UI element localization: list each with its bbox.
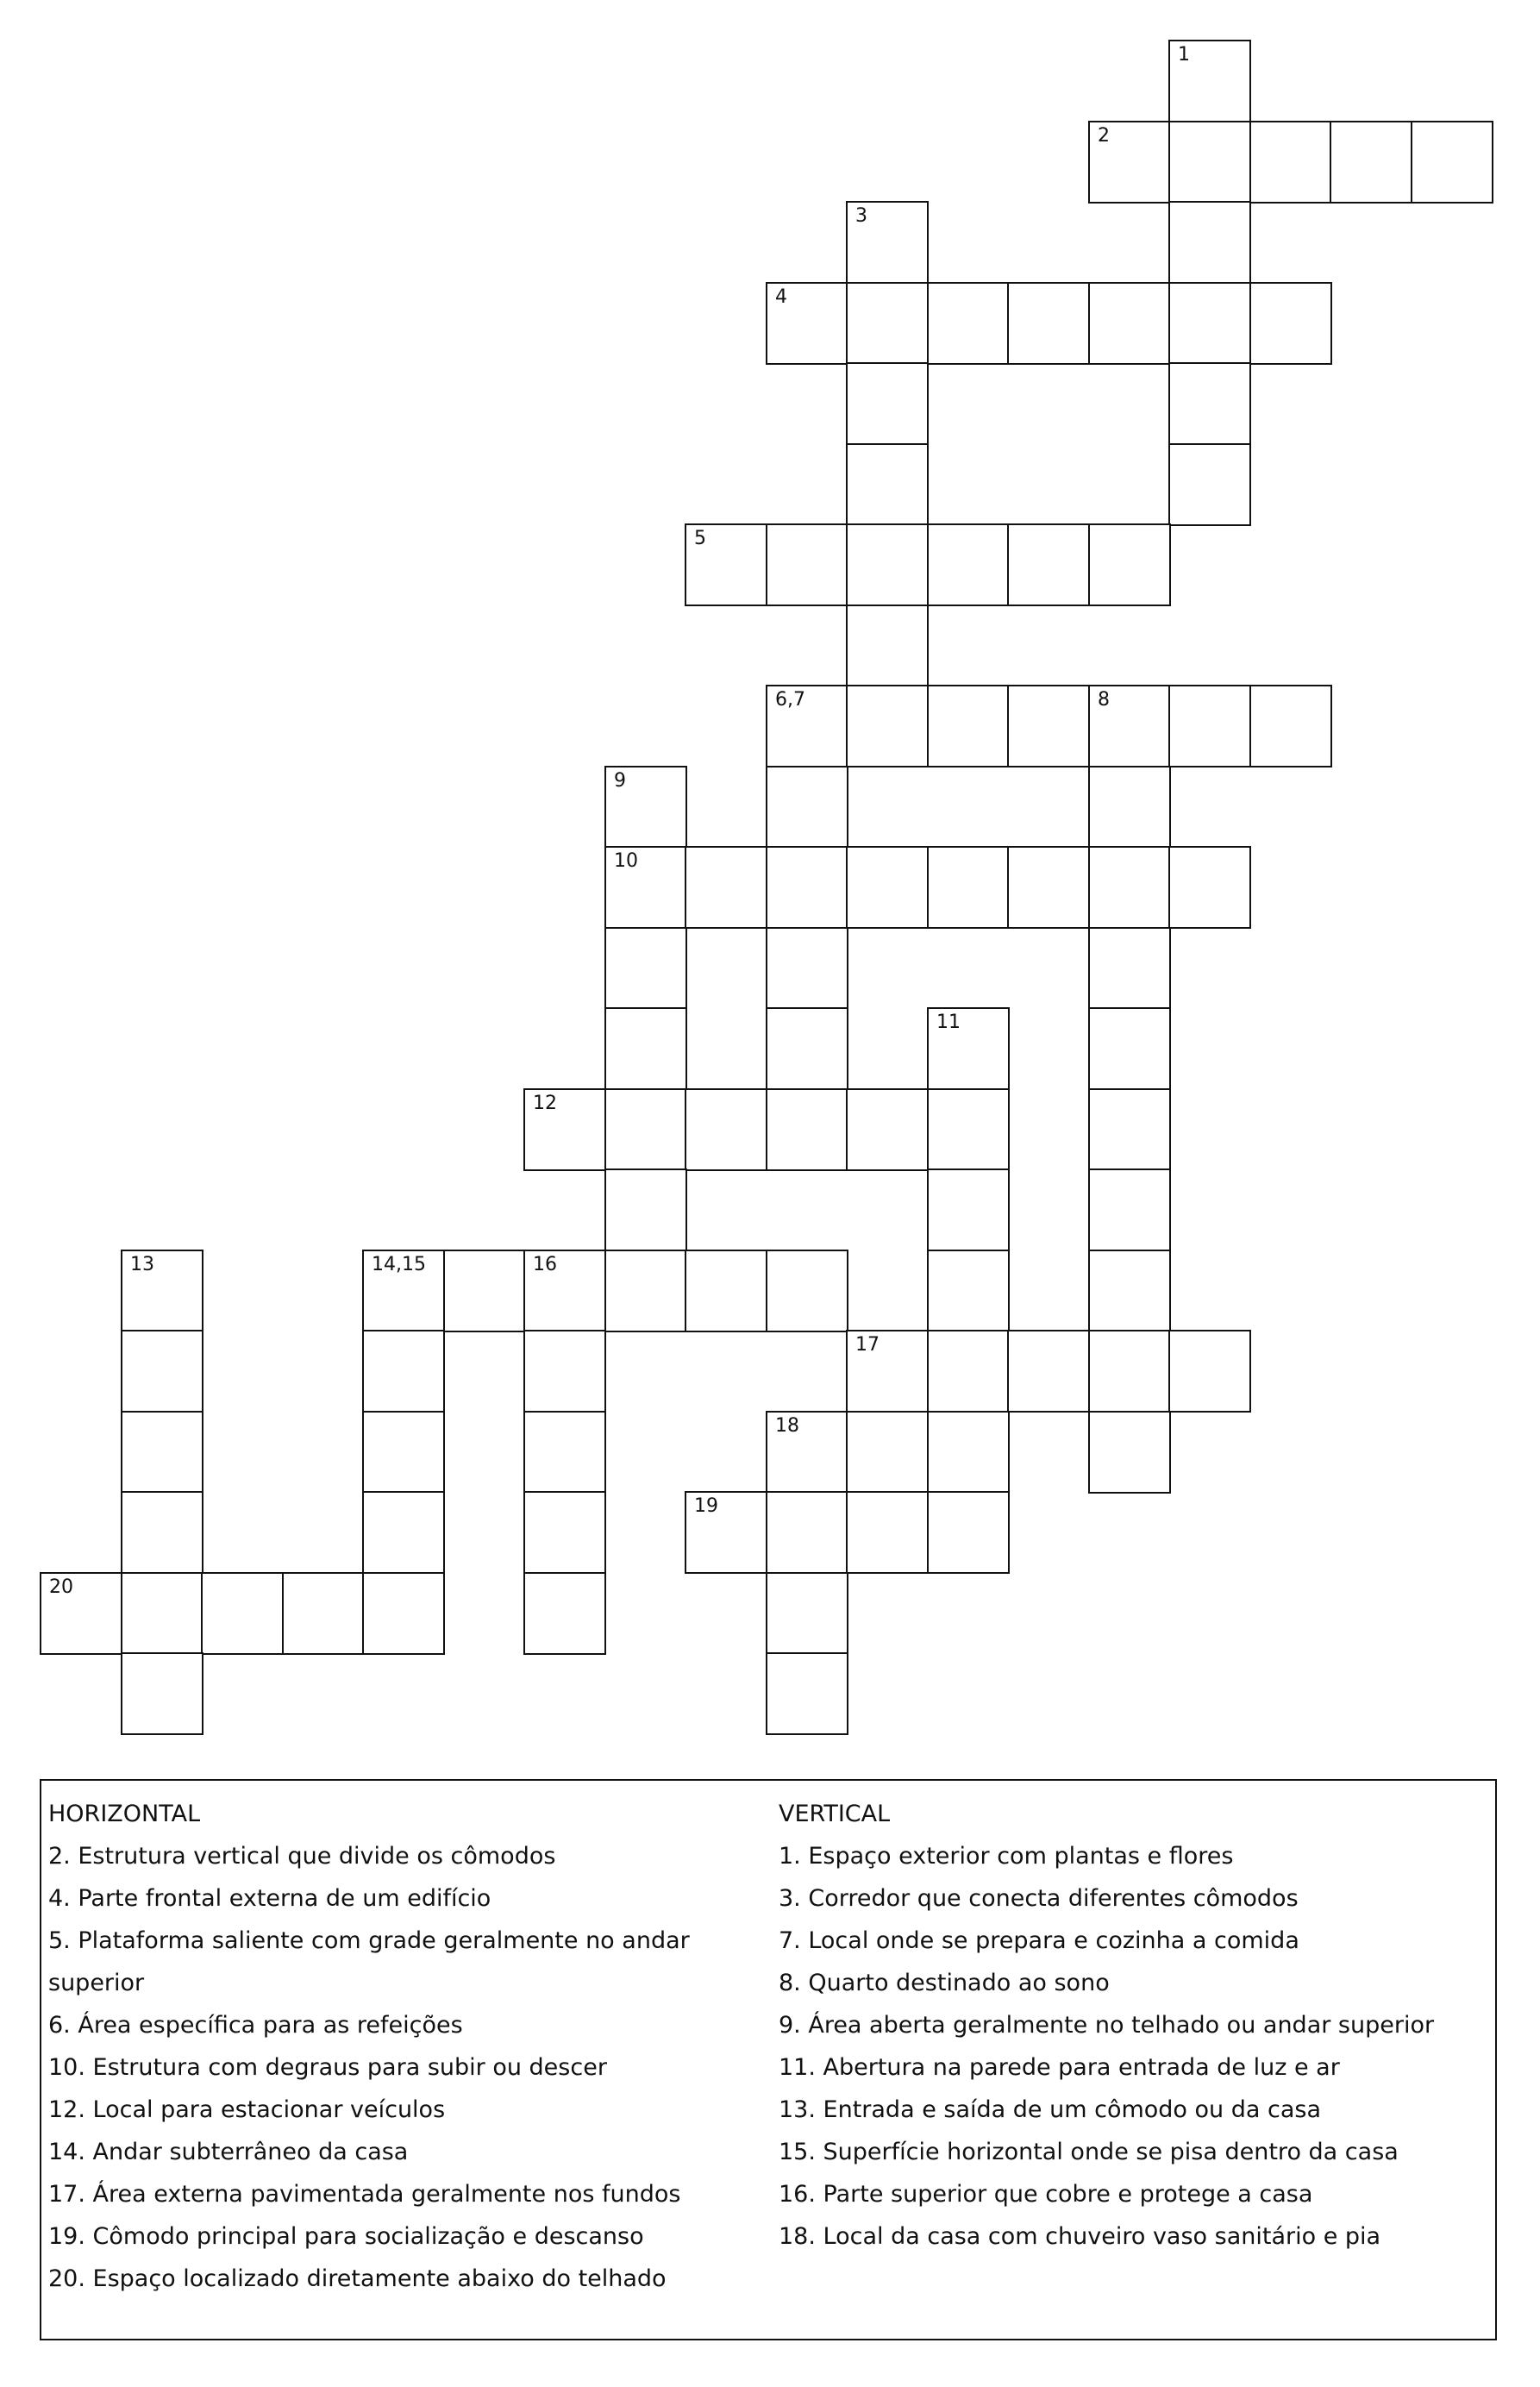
clue-v-16: 16. Parte superior que cobre e protege a casa [779, 2181, 1313, 2208]
clue-h-2: 2. Estrutura vertical que divide os cômodos [48, 1843, 556, 1870]
crossword-cell-19[interactable] [685, 1491, 767, 1574]
clue-h-14: 14. Andar subterrâneo da casa [48, 2139, 409, 2165]
crossword-cell[interactable] [927, 1088, 1010, 1171]
crossword-cell[interactable] [604, 1168, 687, 1251]
crossword-cell[interactable] [604, 1250, 687, 1332]
crossword-cell[interactable] [1411, 121, 1493, 204]
crossword-cell[interactable] [927, 1250, 1010, 1332]
clue-v-15: 15. Superfície horizontal onde se pisa dentro da casa [779, 2139, 1399, 2165]
clue-h-4: 4. Parte frontal externa de um edifício [48, 1885, 491, 1912]
crossword-cell[interactable] [766, 1491, 848, 1574]
horizontal-clues [48, 1793, 764, 2300]
crossword-cell[interactable] [604, 1088, 687, 1171]
crossword-cell[interactable] [362, 1330, 445, 1413]
crossword-cell[interactable] [846, 846, 929, 929]
crossword-cell[interactable] [927, 1411, 1010, 1494]
crossword-cell[interactable] [846, 1411, 929, 1494]
crossword-cell[interactable] [1088, 1007, 1171, 1090]
vertical-clues [779, 1793, 1486, 2258]
clue-h-19: 19. Cômodo principal para socialização e descanso [48, 2223, 644, 2250]
clue-number: 20 [49, 1576, 73, 1598]
clue-number: 5 [694, 528, 706, 549]
clue-number: 4 [775, 286, 787, 308]
crossword-cell-13[interactable] [121, 1250, 203, 1332]
crossword-cell[interactable] [766, 766, 848, 849]
clue-v-18: 18. Local da casa com chuveiro vaso sanitário e pia [779, 2223, 1381, 2250]
crossword-cell-14-15[interactable] [362, 1250, 445, 1332]
crossword-cell[interactable] [1007, 282, 1090, 365]
clue-number: 3 [855, 205, 867, 227]
crossword-cell[interactable] [1088, 1250, 1171, 1332]
crossword-cell[interactable] [523, 1491, 606, 1574]
crossword-cell[interactable] [1168, 685, 1251, 767]
clue-number: 11 [936, 1012, 961, 1033]
clue-h-6: 6. Área específica para as refeições [48, 2012, 463, 2039]
crossword-cell[interactable] [443, 1250, 526, 1332]
crossword-cell[interactable] [362, 1491, 445, 1574]
crossword-cell[interactable] [604, 927, 687, 1010]
crossword-cell-10[interactable] [604, 846, 687, 929]
crossword-cell[interactable] [927, 846, 1010, 929]
clue-v-7: 7. Local onde se prepara e cozinha a comida [779, 1927, 1299, 1954]
clue-v-1: 1. Espaço exterior com plantas e flores [779, 1843, 1234, 1870]
crossword-cell[interactable] [1249, 685, 1332, 767]
crossword-cell[interactable] [362, 1411, 445, 1494]
crossword-cell-9[interactable] [604, 766, 687, 849]
crossword-cell[interactable] [1249, 121, 1332, 204]
crossword-cell[interactable] [766, 846, 848, 929]
crossword-cell-6-7[interactable] [766, 685, 848, 767]
crossword-cell[interactable] [685, 1088, 767, 1171]
crossword-cell[interactable] [523, 1572, 606, 1655]
crossword-cell[interactable] [1007, 523, 1090, 606]
clue-v-3: 3. Corredor que conecta diferentes cômodos [779, 1885, 1299, 1912]
crossword-cell[interactable] [201, 1572, 284, 1655]
crossword-cell[interactable] [766, 1250, 848, 1332]
crossword-cell[interactable] [1168, 362, 1251, 445]
clue-v-8: 8. Quarto destinado ao sono [779, 1970, 1110, 1996]
crossword-cell[interactable] [121, 1652, 203, 1735]
crossword-cell[interactable] [766, 927, 848, 1010]
crossword-cell-20[interactable] [40, 1572, 122, 1655]
crossword-cell[interactable] [1168, 201, 1251, 284]
crossword-cell[interactable] [1168, 846, 1251, 929]
crossword-cell[interactable] [1007, 1330, 1090, 1413]
crossword-cell-5[interactable] [685, 523, 767, 606]
crossword-cell-4[interactable] [766, 282, 848, 365]
crossword-cell[interactable] [927, 282, 1010, 365]
crossword-cell[interactable] [523, 1330, 606, 1413]
clue-number: 13 [130, 1254, 154, 1275]
crossword-cell[interactable] [1088, 523, 1171, 606]
crossword-cell[interactable] [846, 443, 929, 526]
crossword-cell[interactable] [282, 1572, 365, 1655]
crossword-cell[interactable] [846, 523, 929, 606]
crossword-cell[interactable] [685, 846, 767, 929]
crossword-cell[interactable] [927, 1168, 1010, 1251]
crossword-cell[interactable] [1088, 927, 1171, 1010]
crossword-cell[interactable] [1168, 282, 1251, 365]
crossword-cell-2[interactable] [1088, 121, 1171, 204]
crossword-cell[interactable] [846, 282, 929, 365]
crossword-cell[interactable] [1088, 1330, 1171, 1413]
crossword-cell-12[interactable] [523, 1088, 606, 1171]
crossword-cell-3[interactable] [846, 201, 929, 284]
clue-number: 12 [533, 1093, 557, 1114]
crossword-cell[interactable] [1088, 846, 1171, 929]
crossword-cell[interactable] [846, 1088, 929, 1171]
crossword-cell[interactable] [846, 1491, 929, 1574]
crossword-cell[interactable] [523, 1411, 606, 1494]
crossword-cell-8[interactable] [1088, 685, 1171, 767]
clue-number: 18 [775, 1415, 799, 1437]
crossword-cell[interactable] [1088, 1168, 1171, 1251]
crossword-cell[interactable] [1330, 121, 1412, 204]
clue-number: 8 [1098, 689, 1110, 711]
clue-h-20: 20. Espaço localizado diretamente abaixo do telhado [48, 2265, 667, 2292]
clue-number: 19 [694, 1495, 718, 1517]
crossword-cell[interactable] [766, 1007, 848, 1090]
crossword-cell[interactable] [1088, 1411, 1171, 1494]
crossword-cell[interactable] [1168, 1330, 1251, 1413]
horizontal-heading: HORIZONTAL [48, 1801, 201, 1827]
crossword-cell[interactable] [121, 1491, 203, 1574]
crossword-cell[interactable] [846, 685, 929, 767]
clue-number: 14,15 [372, 1254, 426, 1275]
clue-number: 10 [614, 850, 638, 872]
clue-number: 17 [855, 1334, 880, 1356]
clue-number: 6,7 [775, 689, 805, 711]
crossword-cell[interactable] [362, 1572, 445, 1655]
crossword-cell-16[interactable] [523, 1250, 606, 1332]
clue-number: 16 [533, 1254, 557, 1275]
clue-h-10: 10. Estrutura com degraus para subir ou descer [48, 2054, 607, 2081]
crossword-cell[interactable] [1088, 1088, 1171, 1171]
crossword-cell[interactable] [121, 1411, 203, 1494]
crossword-cell[interactable] [766, 1572, 848, 1655]
clue-number: 1 [1178, 44, 1190, 66]
crossword-cell[interactable] [927, 1330, 1010, 1413]
crossword-cell[interactable] [766, 1088, 848, 1171]
crossword-cell[interactable] [846, 605, 929, 687]
clue-v-13: 13. Entrada e saída de um cômodo ou da casa [779, 2096, 1322, 2123]
crossword-cell[interactable] [766, 1652, 848, 1735]
crossword-cell[interactable] [1168, 443, 1251, 526]
crossword-cell[interactable] [1249, 282, 1332, 365]
crossword-cell-11[interactable] [927, 1007, 1010, 1090]
crossword-cell[interactable] [846, 362, 929, 445]
crossword-cell[interactable] [1088, 282, 1171, 365]
crossword-cell[interactable] [1007, 846, 1090, 929]
crossword-cell[interactable] [766, 523, 848, 606]
crossword-cell-18[interactable] [766, 1411, 848, 1494]
clue-h-5: 5. Plataforma saliente com grade geralmente no andar superior [48, 1927, 690, 1996]
clue-h-17: 17. Área externa pavimentada geralmente nos fundos [48, 2181, 681, 2208]
crossword-cell[interactable] [1168, 121, 1251, 204]
clue-h-12: 12. Local para estacionar veículos [48, 2096, 446, 2123]
crossword-cell-17[interactable] [846, 1330, 929, 1413]
crossword-cell[interactable] [121, 1572, 203, 1655]
crossword-cell[interactable] [927, 1491, 1010, 1574]
crossword-cell[interactable] [927, 523, 1010, 606]
crossword-cell[interactable] [604, 1007, 687, 1090]
crossword-cell[interactable] [1088, 766, 1171, 849]
crossword-cell[interactable] [121, 1330, 203, 1413]
clue-v-11: 11. Abertura na parede para entrada de luz e ar [779, 2054, 1340, 2081]
clue-number: 9 [614, 770, 626, 792]
crossword-cell[interactable] [927, 685, 1010, 767]
crossword-cell-1[interactable] [1168, 40, 1251, 122]
vertical-heading: VERTICAL [779, 1801, 891, 1827]
crossword-cell[interactable] [1007, 685, 1090, 767]
clue-number: 2 [1098, 125, 1110, 147]
crossword-cell[interactable] [685, 1250, 767, 1332]
clue-v-9: 9. Área aberta geralmente no telhado ou andar superior [779, 2012, 1435, 2039]
clues-box [40, 1779, 1497, 2340]
